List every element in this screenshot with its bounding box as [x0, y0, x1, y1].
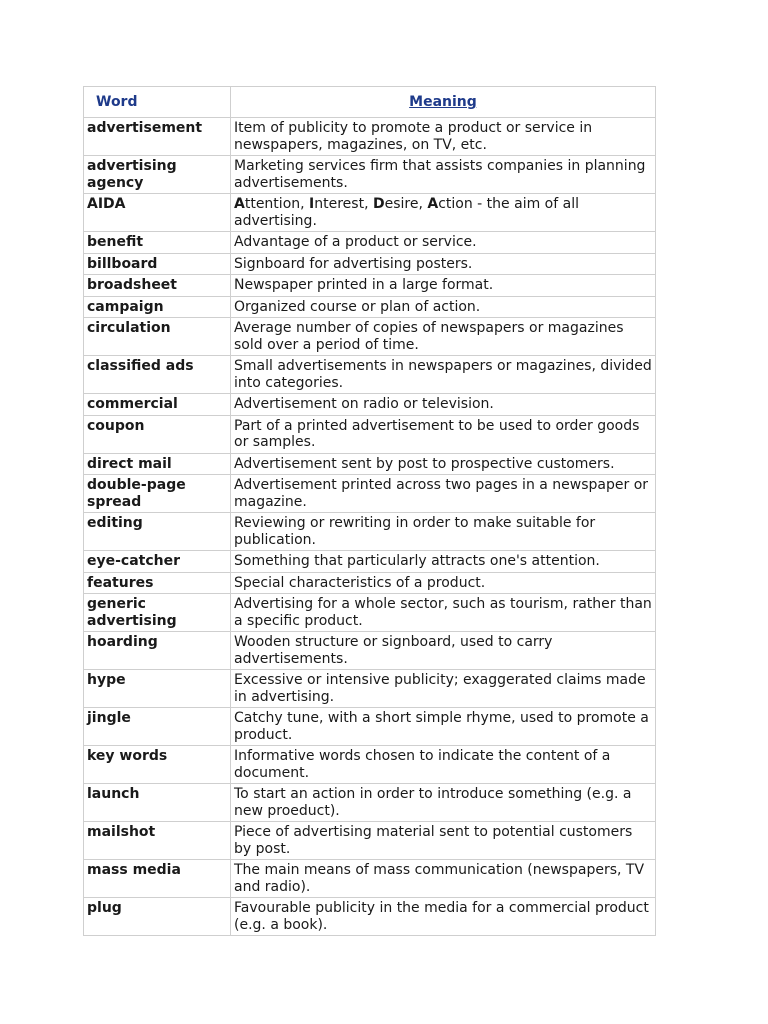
definition-initial-letter: A — [427, 196, 439, 212]
definition-cell: Something that particularly attracts one's attention. — [231, 551, 656, 573]
term-cell: hype — [84, 670, 231, 708]
term-cell: hoarding — [84, 632, 231, 670]
term-cell: eye-catcher — [84, 551, 231, 573]
table-row — [84, 822, 656, 860]
term-cell: features — [84, 572, 231, 594]
term-cell: jingle — [84, 708, 231, 746]
definition-cell: Wooden structure or signboard, used to carry advertisements. — [231, 632, 656, 670]
table-row — [84, 784, 656, 822]
column-header-word: Word — [84, 87, 231, 118]
table-row — [84, 356, 656, 394]
table-row — [84, 860, 656, 898]
term-cell: commercial — [84, 394, 231, 416]
term-cell: circulation — [84, 318, 231, 356]
term-cell: advertisement — [84, 118, 231, 156]
definition-text-fragment: nterest, — [314, 196, 373, 212]
table-row — [84, 708, 656, 746]
definition-cell: Marketing services firm that assists companies in planning advertisements. — [231, 156, 656, 194]
glossary-header — [84, 87, 656, 118]
definition-cell: Advantage of a product or service. — [231, 232, 656, 254]
definition-cell: Newspaper printed in a large format. — [231, 275, 656, 297]
table-row — [84, 318, 656, 356]
definition-cell — [231, 194, 656, 232]
table-row — [84, 453, 656, 475]
definition-cell: Part of a printed advertisement to be used to order goods or samples. — [231, 415, 656, 453]
table-row — [84, 898, 656, 936]
definition-initial-letter: D — [372, 196, 385, 212]
definition-text-fragment: ttention, — [244, 196, 310, 212]
term-cell: launch — [84, 784, 231, 822]
term-cell: double-page spread — [84, 475, 231, 513]
glossary-table — [83, 86, 656, 936]
term-cell: mailshot — [84, 822, 231, 860]
term-cell: coupon — [84, 415, 231, 453]
definition-cell: Advertisement on radio or television. — [231, 394, 656, 416]
definition-cell: Reviewing or rewriting in order to make suitable for publication. — [231, 513, 656, 551]
table-row — [84, 670, 656, 708]
definition-cell: Piece of advertising material sent to potential customers by post. — [231, 822, 656, 860]
term-cell: mass media — [84, 860, 231, 898]
table-row — [84, 275, 656, 297]
definition-cell: Excessive or intensive publicity; exaggerated claims made in advertising. — [231, 670, 656, 708]
table-row — [84, 475, 656, 513]
term-cell: broadsheet — [84, 275, 231, 297]
term-cell: editing — [84, 513, 231, 551]
header-row — [84, 87, 656, 118]
definition-cell: Special characteristics of a product. — [231, 572, 656, 594]
definition-initial-letter: I — [309, 196, 315, 212]
definition-cell: The main means of mass communication (newspapers, TV and radio). — [231, 860, 656, 898]
definition-cell: To start an action in order to introduce something (e.g. a new proeduct). — [231, 784, 656, 822]
definition-cell: Average number of copies of newspapers or magazines sold over a period of time. — [231, 318, 656, 356]
table-row — [84, 746, 656, 784]
term-cell: classified ads — [84, 356, 231, 394]
definition-text-fragment: ction - the aim of all advertising. — [234, 196, 579, 229]
definition-cell: Advertisement printed across two pages in a newspaper or magazine. — [231, 475, 656, 513]
table-row — [84, 232, 656, 254]
term-cell: benefit — [84, 232, 231, 254]
table-row — [84, 551, 656, 573]
table-row — [84, 296, 656, 318]
definition-cell: Advertisement sent by post to prospective customers. — [231, 453, 656, 475]
term-cell: AIDA — [84, 194, 231, 232]
table-row — [84, 394, 656, 416]
definition-cell: Signboard for advertising posters. — [231, 253, 656, 275]
table-row — [84, 513, 656, 551]
column-header-meaning[interactable] — [231, 87, 656, 118]
term-cell: key words — [84, 746, 231, 784]
term-cell: direct mail — [84, 453, 231, 475]
definition-cell: Item of publicity to promote a product or service in newspapers, magazines, on TV, etc. — [231, 118, 656, 156]
table-row — [84, 156, 656, 194]
column-header-meaning-link[interactable]: Meaning — [409, 93, 477, 110]
definition-initial-letter: A — [234, 196, 245, 212]
definition-cell: Advertising for a whole sector, such as tourism, rather than a specific product. — [231, 594, 656, 632]
table-row — [84, 253, 656, 275]
term-cell: advertising agency — [84, 156, 231, 194]
term-cell: generic advertising — [84, 594, 231, 632]
table-row — [84, 194, 656, 232]
definition-cell: Favourable publicity in the media for a commercial product (e.g. a book). — [231, 898, 656, 936]
definition-cell: Informative words chosen to indicate the content of a document. — [231, 746, 656, 784]
term-cell: campaign — [84, 296, 231, 318]
definition-cell: Catchy tune, with a short simple rhyme, used to promote a product. — [231, 708, 656, 746]
table-row — [84, 632, 656, 670]
definition-cell: Small advertisements in newspapers or magazines, divided into categories. — [231, 356, 656, 394]
table-row — [84, 415, 656, 453]
table-row — [84, 118, 656, 156]
term-cell: billboard — [84, 253, 231, 275]
definition-text-fragment: esire, — [384, 196, 428, 212]
term-cell: plug — [84, 898, 231, 936]
table-row — [84, 594, 656, 632]
glossary-body — [84, 118, 656, 936]
definition-cell: Organized course or plan of action. — [231, 296, 656, 318]
table-row — [84, 572, 656, 594]
